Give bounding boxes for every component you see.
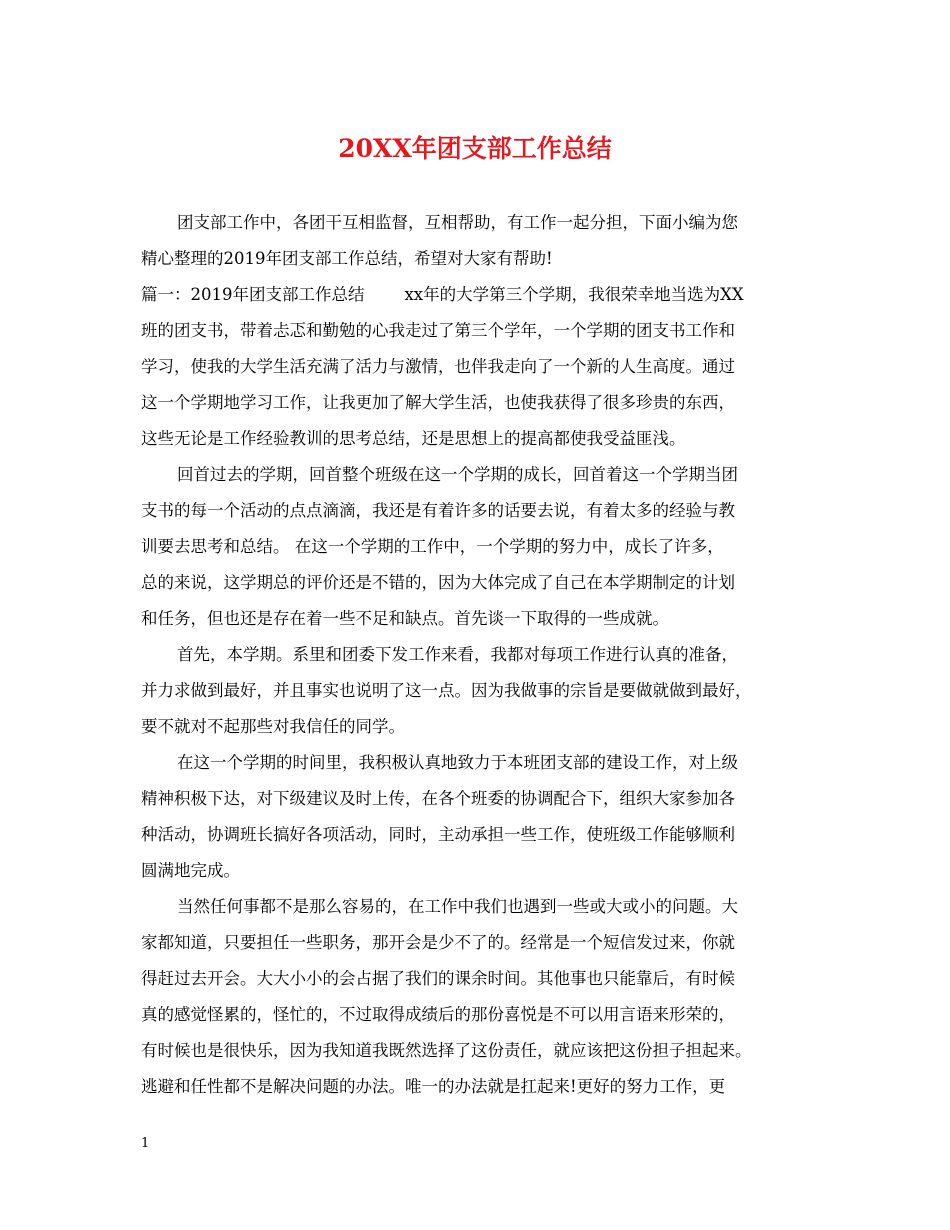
paragraph-line: 学习，使我的大学生活充满了活力与激情，也伴我走向了一个新的人生高度。通过: [141, 357, 735, 376]
paragraph-line: 总的来说，这学期总的评价还是不错的，因为大体完成了自己在本学期制定的计划: [141, 573, 735, 592]
paragraph-line: 家都知道，只要担任一些职务，那开会是少不了的。经常是一个短信发过来，你就: [141, 933, 735, 952]
paragraph-line: 和任务，但也还是存在着一些不足和缺点。首先谈一下取得的一些成就。: [141, 609, 669, 628]
document-body: [141, 205, 821, 1105]
paragraph-line: 有时候也是很快乐，因为我知道我既然选择了这份责任，就应该把这份担子担起来。: [141, 1041, 752, 1060]
paragraph-line: 团支部工作中，各团干互相监督，互相帮助，有工作一起分担，下面小编为您: [177, 213, 738, 232]
paragraph-line: 并力求做到最好，并且事实也说明了这一点。因为我做事的宗旨是要做就做到最好，: [141, 681, 752, 700]
section-heading: 篇一：2019年团支部工作总结: [141, 285, 365, 304]
paragraph-line: 这一个学期地学习工作，让我更加了解大学生活，也使我获得了很多珍贵的东西，: [141, 393, 735, 412]
paragraph-text: xx年的大学第三个学期，我很荣幸地当选为XX: [404, 285, 744, 304]
document-title: 20XX年团支部工作总结: [338, 134, 612, 163]
paragraph-line: 逃避和任性都不是解决问题的办法。唯一的办法就是扛起来!更好的努力工作，更: [141, 1077, 726, 1096]
paragraph-line: 得赶过去开会。大大小小的会占据了我们的课余时间。其他事也只能靠后，有时候: [141, 969, 735, 988]
paragraph-line: 班的团支书，带着忐忑和勤勉的心我走过了第三个学年，一个学期的团支书工作和: [141, 321, 735, 340]
paragraph-line: 精心整理的2019年团支部工作总结，希望对大家有帮助!: [141, 249, 553, 268]
paragraph-line: 精神积极下达，对下级建议及时上传，在各个班委的协调配合下，组织大家参加各: [141, 789, 735, 808]
paragraph-line: 圆满地完成。: [141, 861, 240, 880]
paragraph-line: 训要去思考和总结。 在这一个学期的工作中，一个学期的努力中，成长了许多，: [141, 537, 724, 556]
paragraph-line: 当然任何事都不是那么容易的，在工作中我们也遇到一些或大或小的问题。大: [177, 897, 738, 916]
paragraph-line: 真的感觉怪累的，怪忙的，不过取得成绩后的那份喜悦是不可以用言语来形荣的，: [141, 1005, 735, 1024]
paragraph-line: 这些无论是工作经验教训的思考总结，还是思想上的提高都使我受益匪浅。: [141, 429, 686, 448]
paragraph-line: 首先，本学期。系里和团委下发工作来看，我都对每项工作进行认真的准备，: [177, 645, 738, 664]
paragraph-line: 回首过去的学期，回首整个班级在这一个学期的成长，回首着这一个学期当团: [177, 465, 738, 484]
paragraph-line-with-heading: [141, 277, 821, 313]
paragraph-line: 种活动，协调班长搞好各项活动，同时，主动承担一些工作，使班级工作能够顺利: [141, 825, 735, 844]
paragraph-line: 在这一个学期的时间里，我积极认真地致力于本班团支部的建设工作，对上级: [177, 753, 738, 772]
paragraph-line: 要不就对不起那些对我信任的同学。: [141, 717, 405, 736]
paragraph-line: 支书的每一个活动的点点滴滴，我还是有着许多的话要去说，有着太多的经验与教: [141, 501, 735, 520]
page-number: 1: [141, 1136, 150, 1151]
